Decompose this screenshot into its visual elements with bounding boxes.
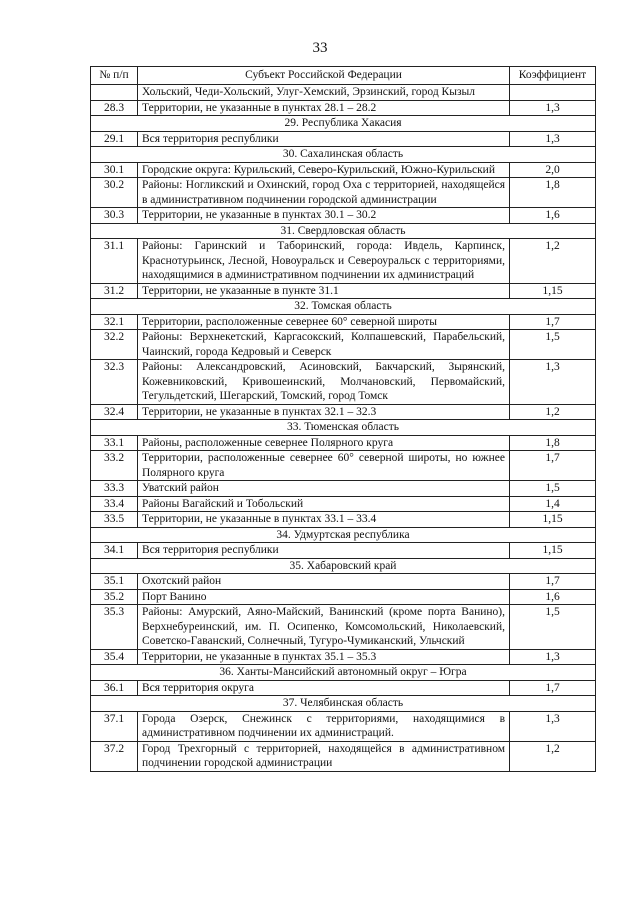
table-row [91, 330, 596, 360]
row-coefficient: 1,2 [510, 404, 596, 420]
row-number: 32.3 [91, 360, 138, 405]
table-row [91, 543, 596, 559]
table-row [91, 589, 596, 605]
row-number: 30.3 [91, 208, 138, 224]
coefficient-table [90, 66, 596, 772]
table-row [91, 85, 596, 101]
row-number: 32.4 [91, 404, 138, 420]
row-subject: Уватский район [138, 481, 510, 497]
row-subject: Хольский, Чеди-Хольский, Улуг-Хемский, Эрзинский, город Кызыл [138, 85, 510, 101]
row-subject: Территории, не указанные в пунктах 33.1 – 33.4 [138, 512, 510, 528]
section-title: 34. Удмуртская республика [91, 527, 596, 543]
row-subject: Вся территория республики [138, 543, 510, 559]
row-number: 33.5 [91, 512, 138, 528]
section-header-row [91, 116, 596, 132]
row-number: 29.1 [91, 131, 138, 147]
row-subject: Порт Ванино [138, 589, 510, 605]
section-header-row [91, 558, 596, 574]
row-number [91, 85, 138, 101]
row-coefficient: 1,6 [510, 589, 596, 605]
section-header-row [91, 223, 596, 239]
row-number: 35.1 [91, 574, 138, 590]
table-header-row [91, 67, 596, 85]
header-subject: Субъект Российской Федерации [138, 67, 510, 85]
table-row [91, 131, 596, 147]
row-number: 36.1 [91, 680, 138, 696]
header-coefficient: Коэффициент [510, 67, 596, 85]
row-subject: Вся территория республики [138, 131, 510, 147]
table-row [91, 178, 596, 208]
row-number: 31.1 [91, 239, 138, 284]
row-subject: Город Трехгорный с территорией, находящейся в административном подчинении городской администрации [138, 741, 510, 771]
row-coefficient [510, 85, 596, 101]
row-coefficient: 1,8 [510, 178, 596, 208]
row-number: 28.3 [91, 100, 138, 116]
section-header-row [91, 527, 596, 543]
table-row [91, 680, 596, 696]
table-row [91, 208, 596, 224]
row-coefficient: 1,3 [510, 100, 596, 116]
row-coefficient: 1,6 [510, 208, 596, 224]
row-coefficient: 2,0 [510, 162, 596, 178]
table-row [91, 711, 596, 741]
section-title: 37. Челябинская область [91, 696, 596, 712]
row-coefficient: 1,3 [510, 360, 596, 405]
section-title: 29. Республика Хакасия [91, 116, 596, 132]
row-subject: Территории, не указанные в пунктах 32.1 – 32.3 [138, 404, 510, 420]
row-coefficient: 1,7 [510, 574, 596, 590]
table-row [91, 512, 596, 528]
table-row [91, 100, 596, 116]
section-header-row [91, 665, 596, 681]
row-coefficient: 1,4 [510, 496, 596, 512]
section-title: 33. Тюменская область [91, 420, 596, 436]
section-title: 31. Свердловская область [91, 223, 596, 239]
table-row [91, 283, 596, 299]
table-row [91, 404, 596, 420]
row-coefficient: 1,7 [510, 314, 596, 330]
row-subject: Территории, не указанные в пунктах 30.1 – 30.2 [138, 208, 510, 224]
row-number: 32.1 [91, 314, 138, 330]
row-subject: Города Озерск, Снежинск с территориями, находящимися в административном подчинении их администраций. [138, 711, 510, 741]
table-row [91, 481, 596, 497]
section-header-row [91, 420, 596, 436]
table-row [91, 649, 596, 665]
row-subject: Районы: Амурский, Аяно-Майский, Ванинский (кроме порта Ванино), Верхнебуреинский, им. П. Осипенко, Комсомольский, Николаевский, Советско-Гаванский, Солнечный, Тугуро-Чумиканский, Ульчский [138, 605, 510, 650]
row-subject: Территории, расположенные севернее 60° северной широты, но южнее Полярного круга [138, 451, 510, 481]
row-coefficient: 1,5 [510, 481, 596, 497]
row-subject: Районы: Гаринский и Таборинский, города: Ивдель, Карпинск, Краснотурьинск, Лесной, Новоуральск и Североуральск с территориями, находящимися в административном подчинении их администраций [138, 239, 510, 284]
row-subject: Территории, не указанные в пунктах 28.1 – 28.2 [138, 100, 510, 116]
row-subject: Городские округа: Курильский, Северо-Курильский, Южно-Курильский [138, 162, 510, 178]
row-number: 33.3 [91, 481, 138, 497]
table-row [91, 574, 596, 590]
table-row [91, 162, 596, 178]
section-header-row [91, 299, 596, 315]
table-row [91, 605, 596, 650]
row-subject: Охотский район [138, 574, 510, 590]
row-subject: Районы, расположенные севернее Полярного круга [138, 435, 510, 451]
row-number: 35.4 [91, 649, 138, 665]
table-row [91, 239, 596, 284]
row-number: 37.2 [91, 741, 138, 771]
row-number: 32.2 [91, 330, 138, 360]
table-row [91, 435, 596, 451]
row-coefficient: 1,5 [510, 605, 596, 650]
row-coefficient: 1,7 [510, 451, 596, 481]
row-number: 33.1 [91, 435, 138, 451]
row-subject: Территории, расположенные севернее 60° северной широты [138, 314, 510, 330]
header-num: № п/п [91, 67, 138, 85]
row-number: 33.2 [91, 451, 138, 481]
row-number: 34.1 [91, 543, 138, 559]
section-title: 36. Ханты-Мансийский автономный округ – Югра [91, 665, 596, 681]
section-header-row [91, 696, 596, 712]
row-coefficient: 1,15 [510, 283, 596, 299]
row-number: 31.2 [91, 283, 138, 299]
row-number: 37.1 [91, 711, 138, 741]
row-coefficient: 1,15 [510, 543, 596, 559]
row-subject: Районы: Верхнекетский, Каргасокский, Колпашевский, Парабельский, Чаинский, города Кедровый и Северск [138, 330, 510, 360]
row-coefficient: 1,3 [510, 131, 596, 147]
row-subject: Территории, не указанные в пункте 31.1 [138, 283, 510, 299]
row-coefficient: 1,2 [510, 741, 596, 771]
row-coefficient: 1,15 [510, 512, 596, 528]
row-coefficient: 1,8 [510, 435, 596, 451]
row-subject: Районы Вагайский и Тобольский [138, 496, 510, 512]
section-title: 35. Хабаровский край [91, 558, 596, 574]
section-title: 32. Томская область [91, 299, 596, 315]
table-row [91, 360, 596, 405]
page-number: 33 [312, 40, 328, 56]
row-number: 30.1 [91, 162, 138, 178]
table-row [91, 741, 596, 771]
row-subject: Районы: Александровский, Асиновский, Бакчарский, Зырянский, Кожевниковский, Кривошеинский, Молчановский, Первомайский, Тегульдетский, Шегарский, Томский, город Томск [138, 360, 510, 405]
row-number: 33.4 [91, 496, 138, 512]
row-subject: Районы: Ногликский и Охинский, город Оха с территорией, находящейся в административном подчинении городской администрации [138, 178, 510, 208]
table-row [91, 496, 596, 512]
row-coefficient: 1,3 [510, 711, 596, 741]
row-number: 35.2 [91, 589, 138, 605]
table-row [91, 314, 596, 330]
row-coefficient: 1,5 [510, 330, 596, 360]
row-coefficient: 1,2 [510, 239, 596, 284]
row-subject: Территории, не указанные в пунктах 35.1 – 35.3 [138, 649, 510, 665]
table-row [91, 451, 596, 481]
section-header-row [91, 147, 596, 163]
row-coefficient: 1,7 [510, 680, 596, 696]
row-coefficient: 1,3 [510, 649, 596, 665]
row-number: 35.3 [91, 605, 138, 650]
row-number: 30.2 [91, 178, 138, 208]
row-subject: Вся территория округа [138, 680, 510, 696]
section-title: 30. Сахалинская область [91, 147, 596, 163]
table-body [91, 85, 596, 772]
